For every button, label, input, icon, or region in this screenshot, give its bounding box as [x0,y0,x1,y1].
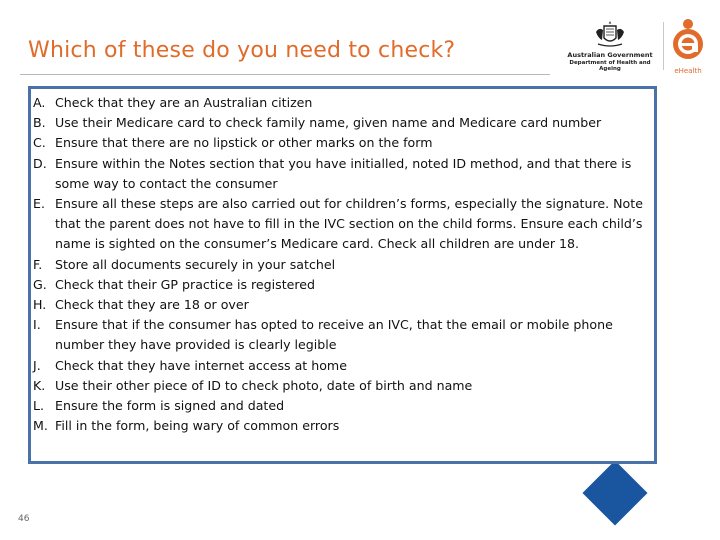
list-item-text: Use their other piece of ID to check photo, date of birth and name [55,377,473,393]
list-item-marker: H. [33,297,47,313]
list-item-text: Ensure that there are no lipstick or other marks on the form [55,135,433,151]
ehealth-name: eHealth [674,67,702,75]
coat-of-arms-icon [590,20,630,50]
list-item-marker: G. [33,276,47,292]
list-item-marker: A. [33,95,46,110]
title-divider [20,74,550,75]
list-item [31,416,654,436]
list-item-text: Check that their GP practice is registered [55,276,316,292]
list-item-text: Ensure that if the consumer has opted to receive an IVC, that the email or mobile phone number they have provided is clearly legible [55,317,613,353]
list-item [31,376,654,396]
list-item-marker: B. [33,115,46,131]
list-item [31,396,654,416]
ehealth-logo [668,18,708,76]
list-item-text: Ensure the form is signed and dated [55,398,285,414]
slide-title: Which of these do you need to check? [28,38,456,63]
list-item [31,113,654,133]
list-item-marker: I. [33,317,41,333]
list-item-marker: K. [33,377,46,393]
list-item-marker: E. [33,196,45,212]
list-item-text: Check that they are an Australian citizen [55,95,313,110]
list-item [31,295,654,315]
list-item [31,255,654,275]
list-item-marker: J. [33,357,41,373]
list-item [31,315,654,355]
content-box [28,86,657,464]
list-item-text: Store all documents securely in your satchel [55,256,336,272]
list-item [31,275,654,295]
list-item [31,154,654,194]
list-item-text: Use their Medicare card to check family name, given name and Medicare card number [55,115,602,131]
list-item-marker: D. [33,155,47,171]
list-item-text: Fill in the form, being wary of common errors [55,418,340,434]
list-item [31,93,654,113]
ehealth-icon [671,18,705,62]
list-item [31,356,654,376]
list-item-marker: F. [33,256,43,272]
list-item-marker: C. [33,135,46,151]
list-item [31,194,654,255]
government-name: Australian Government [567,51,653,59]
list-item-text: Ensure within the Notes section that you have initialled, noted ID method, and that there is some way to contact the consumer [55,155,632,191]
list-item-text: Check that they are 18 or over [55,297,249,313]
list-item-text: Ensure all these steps are also carried out for children’s forms, especially the signature. Note that the parent does not have to fill in the IVC section on the child forms. Ensure each child’s name is sighted on the consumer’s Medicare card. Check all children are under 18. [55,196,643,252]
australian-government-logo [560,20,660,72]
government-department: Department of Health and Ageing [569,60,651,72]
page-number: 46 [18,514,30,524]
blue-corner-tab [582,460,647,525]
checklist [31,89,654,436]
list-item [31,133,654,153]
logo-divider [663,22,664,70]
list-item-marker: L. [33,398,45,414]
list-item-marker: M. [33,418,48,434]
list-item-text: Check that they have internet access at home [55,357,347,373]
